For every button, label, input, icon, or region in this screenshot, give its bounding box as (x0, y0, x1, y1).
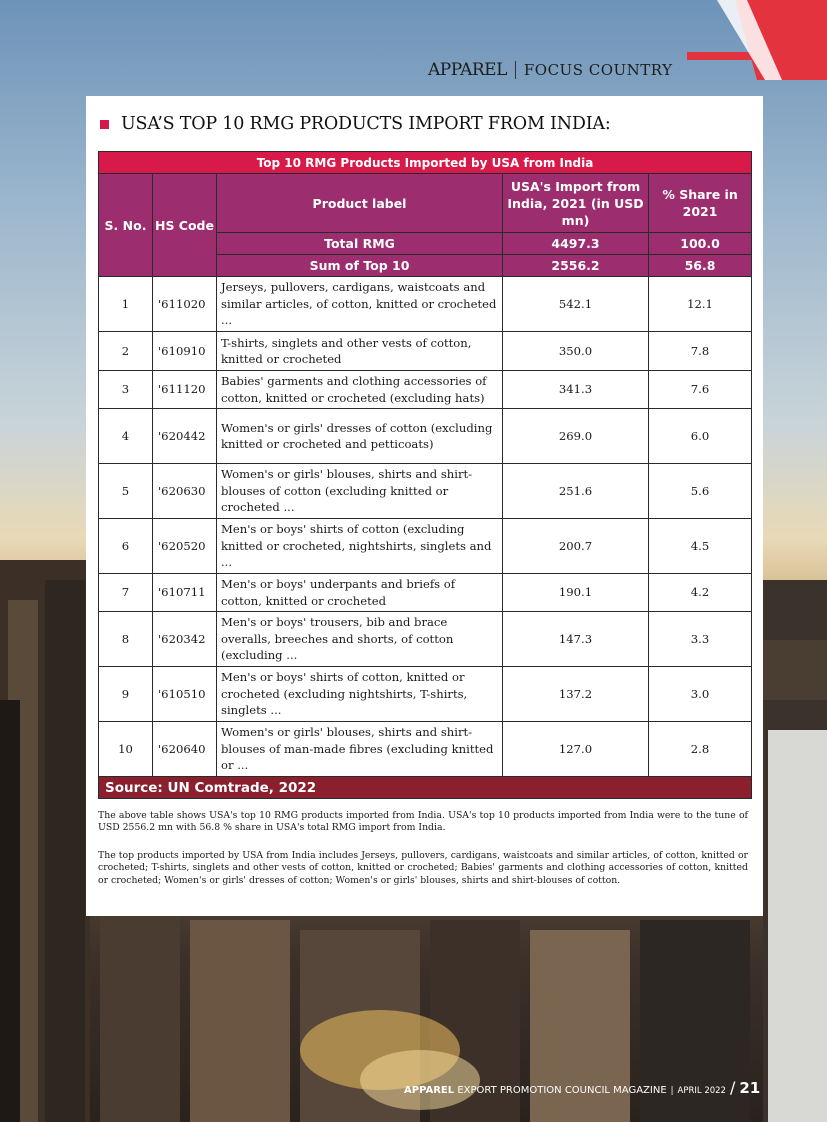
table-source: Source: UN Comtrade, 2022 (99, 777, 752, 799)
row-product-label: Women's or girls' dresses of cotton (excluding knitted or crocheted and petticoats) (217, 409, 503, 464)
row-hs-code: '611120 (153, 371, 217, 409)
row-sno: 10 (99, 722, 153, 777)
heading-text: USA’S TOP 10 RMG PRODUCTS IMPORT FROM INDIA: (121, 114, 611, 134)
row-import-value: 200.7 (503, 519, 649, 574)
col-header-product: Product label (217, 174, 503, 233)
sum-top10-label: Sum of Top 10 (217, 255, 503, 277)
footer-issue: APRIL 2022 (677, 1086, 726, 1096)
col-header-import: USA's Import from India, 2021 (in USD mn) (503, 174, 649, 233)
page-header (428, 60, 673, 80)
rmg-products-table (98, 151, 752, 799)
table-row (99, 612, 752, 667)
row-share-value: 12.1 (649, 277, 752, 332)
row-import-value: 147.3 (503, 612, 649, 667)
sum-top10-import: 2556.2 (503, 255, 649, 277)
row-share-value: 3.3 (649, 612, 752, 667)
row-import-value: 127.0 (503, 722, 649, 777)
row-product-label: Women's or girls' blouses, shirts and shirt-blouses of cotton (excluding knitted or crocheted ... (217, 464, 503, 519)
total-rmg-import: 4497.3 (503, 233, 649, 255)
footer-brand: APPAREL (404, 1085, 455, 1096)
table-row (99, 464, 752, 519)
summary-paragraph-2: The top products imported by USA from India includes Jerseys, pullovers, cardigans, waistcoats and similar articles, of cotton, knitted or crocheted; T-shirts, singlets and other vests of cotton, knitted or crocheted; Babies' garments and clothing accessories of cotton, knitted or crocheted; Women's or girls' dresses of cotton; Women's or girls' blouses, shirts and shirt-blouses of cotton. (98, 850, 748, 886)
row-sno: 3 (99, 371, 153, 409)
row-import-value: 251.6 (503, 464, 649, 519)
table-row (99, 371, 752, 409)
total-rmg-label: Total RMG (217, 233, 503, 255)
table-row (99, 519, 752, 574)
row-hs-code: '620520 (153, 519, 217, 574)
page-number: 21 (739, 1079, 761, 1097)
summary-paragraph-1: The above table shows USA's top 10 RMG products imported from India. USA's top 10 products imported from India were to the tune of USD 2556.2 mn with 56.8 % share in USA's total RMG import from India. (98, 810, 748, 834)
row-product-label: Men's or boys' underpants and briefs of cotton, knitted or crocheted (217, 574, 503, 612)
col-header-hs-code: HS Code (153, 174, 217, 277)
row-import-value: 269.0 (503, 409, 649, 464)
row-share-value: 4.2 (649, 574, 752, 612)
row-share-value: 4.5 (649, 519, 752, 574)
row-import-value: 190.1 (503, 574, 649, 612)
row-hs-code: '620640 (153, 722, 217, 777)
row-sno: 1 (99, 277, 153, 332)
row-sno: 9 (99, 667, 153, 722)
row-product-label: Babies' garments and clothing accessories of cotton, knitted or crocheted (excluding hats) (217, 371, 503, 409)
row-share-value: 6.0 (649, 409, 752, 464)
row-product-label: Women's or girls' blouses, shirts and shirt-blouses of man-made fibres (excluding knitted or ... (217, 722, 503, 777)
content-card (86, 96, 763, 916)
section-heading (100, 114, 611, 134)
header-divider (515, 61, 516, 79)
table-row (99, 277, 752, 332)
row-hs-code: '611020 (153, 277, 217, 332)
row-sno: 2 (99, 332, 153, 371)
table-row (99, 722, 752, 777)
table-row (99, 574, 752, 612)
row-sno: 6 (99, 519, 153, 574)
row-import-value: 137.2 (503, 667, 649, 722)
row-hs-code: '610510 (153, 667, 217, 722)
row-hs-code: '610711 (153, 574, 217, 612)
row-sno: 5 (99, 464, 153, 519)
row-hs-code: '620342 (153, 612, 217, 667)
footer-magazine: EXPORT PROMOTION COUNCIL MAGAZINE (457, 1085, 667, 1096)
table-row (99, 332, 752, 371)
row-share-value: 7.8 (649, 332, 752, 371)
row-product-label: Men's or boys' shirts of cotton (excluding knitted or crocheted, nightshirts, singlets and ... (217, 519, 503, 574)
row-share-value: 7.6 (649, 371, 752, 409)
table-title: Top 10 RMG Products Imported by USA from India (99, 152, 752, 174)
row-import-value: 341.3 (503, 371, 649, 409)
total-rmg-share: 100.0 (649, 233, 752, 255)
corner-decoration (687, 0, 827, 80)
page-footer: APPAREL EXPORT PROMOTION COUNCIL MAGAZINE | APRIL 2022 / 21 (404, 1078, 761, 1097)
row-share-value: 5.6 (649, 464, 752, 519)
row-import-value: 542.1 (503, 277, 649, 332)
table-row (99, 667, 752, 722)
row-hs-code: '610910 (153, 332, 217, 371)
row-sno: 7 (99, 574, 153, 612)
row-import-value: 350.0 (503, 332, 649, 371)
row-product-label: Men's or boys' shirts of cotton, knitted or crocheted (excluding nightshirts, T-shirts, singlets ... (217, 667, 503, 722)
sum-top10-share: 56.8 (649, 255, 752, 277)
header-brand: APPAREL (428, 60, 507, 80)
row-product-label: Jerseys, pullovers, cardigans, waistcoats and similar articles, of cotton, knitted or crocheted ... (217, 277, 503, 332)
row-sno: 8 (99, 612, 153, 667)
row-share-value: 3.0 (649, 667, 752, 722)
row-hs-code: '620630 (153, 464, 217, 519)
row-hs-code: '620442 (153, 409, 217, 464)
col-header-share: % Share in 2021 (649, 174, 752, 233)
row-share-value: 2.8 (649, 722, 752, 777)
col-header-sno: S. No. (99, 174, 153, 277)
header-section: FOCUS COUNTRY (523, 61, 673, 79)
row-sno: 4 (99, 409, 153, 464)
row-product-label: T-shirts, singlets and other vests of cotton, knitted or crocheted (217, 332, 503, 371)
table-row (99, 409, 752, 464)
row-product-label: Men's or boys' trousers, bib and brace overalls, breeches and shorts, of cotton (excluding ... (217, 612, 503, 667)
heading-bullet-icon (100, 120, 109, 129)
